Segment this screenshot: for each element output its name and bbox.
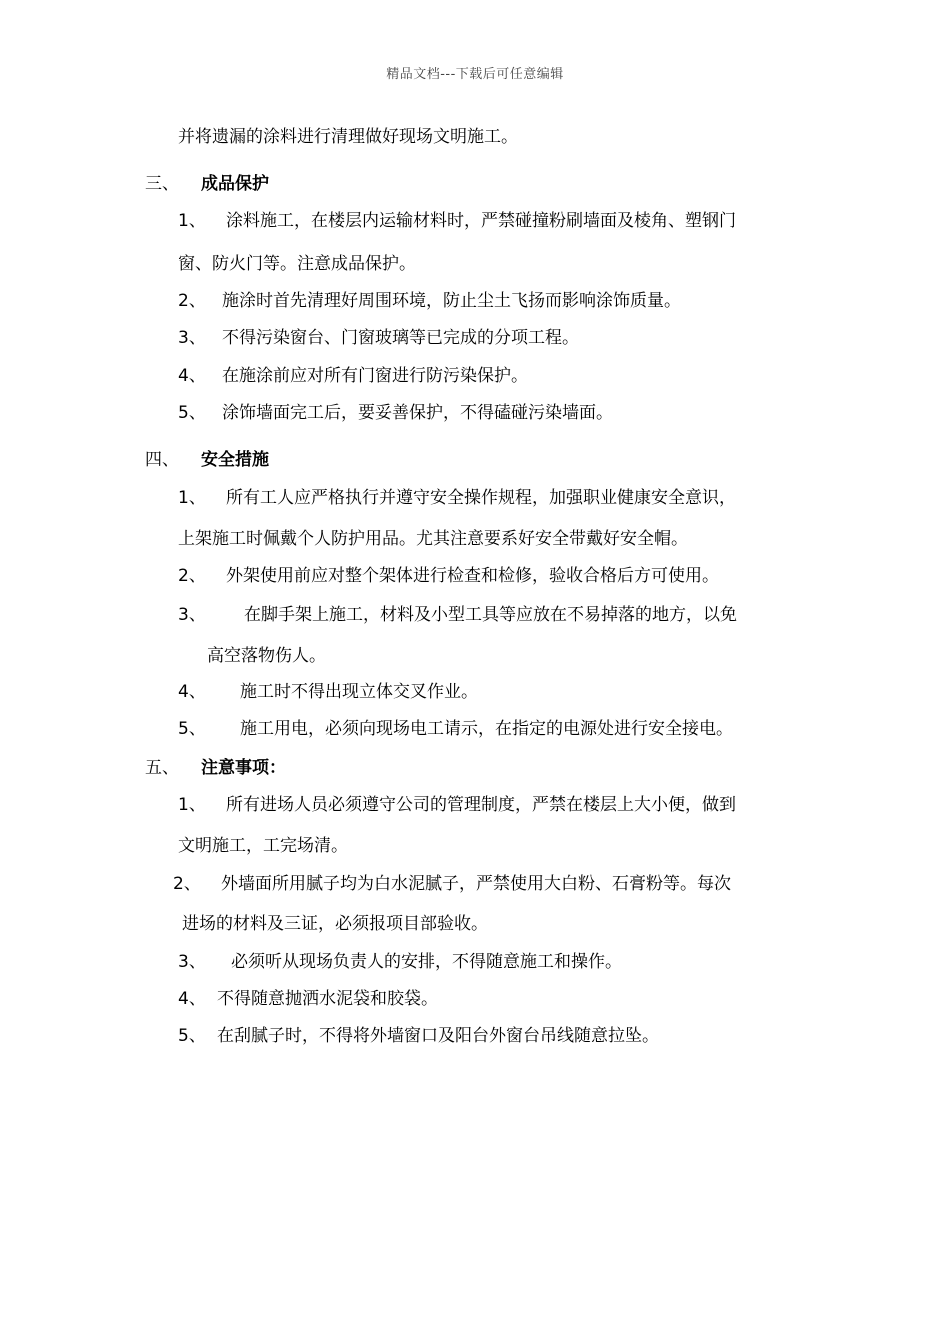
intro-text: 并将遗漏的涂料进行清理做好现场文明施工。 — [178, 127, 518, 147]
section-heading-4 — [145, 449, 269, 471]
list-item — [178, 1025, 659, 1047]
item-text: 不得污染窗台、门窗玻璃等已完成的分项工程。 — [222, 328, 579, 348]
page-header: 精品文档---下载后可任意编辑 — [386, 67, 564, 82]
item-number: 2、 — [178, 291, 206, 311]
item-number: 1、 — [178, 211, 206, 231]
list-item — [178, 210, 736, 232]
section-title: 安全措施 — [201, 450, 269, 470]
item-text-continued: 窗、防火门等。注意成品保护。 — [178, 254, 416, 274]
list-item — [178, 565, 719, 587]
list-item — [178, 681, 478, 703]
item-text-continued: 文明施工，工完场清。 — [178, 836, 348, 856]
item-text: 外架使用前应对整个架体进行检查和检修，验收合格后方可使用。 — [226, 566, 719, 586]
list-item — [178, 604, 737, 626]
item-text-continued: 进场的材料及三证，必须报项目部验收。 — [182, 914, 488, 934]
item-text: 在刮腻子时，不得将外墙窗口及阳台外窗台吊线随意拉坠。 — [217, 1026, 659, 1046]
list-item — [178, 402, 613, 424]
list-item — [178, 988, 438, 1010]
item-number: 5、 — [178, 719, 206, 739]
section-number: 三、 — [145, 174, 179, 194]
list-item — [178, 951, 622, 973]
list-item — [173, 873, 731, 895]
item-number: 5、 — [178, 1026, 206, 1046]
item-text: 在脚手架上施工，材料及小型工具等应放在不易掉落的地方，以免 — [244, 605, 737, 625]
item-text: 必须听从现场负责人的安排，不得随意施工和操作。 — [231, 952, 622, 972]
section-heading-3 — [145, 173, 269, 195]
section-number: 四、 — [145, 450, 179, 470]
list-item — [178, 718, 733, 740]
item-number: 4、 — [178, 682, 206, 702]
item-text: 施涂时首先清理好周围环境，防止尘土飞扬而影响涂饰质量。 — [222, 291, 681, 311]
item-text: 所有进场人员必须遵守公司的管理制度，严禁在楼层上大小便，做到 — [226, 795, 736, 815]
item-number: 2、 — [173, 874, 201, 894]
item-number: 4、 — [178, 366, 206, 386]
item-text: 施工时不得出现立体交叉作业。 — [240, 682, 478, 702]
item-text: 不得随意抛洒水泥袋和胶袋。 — [217, 989, 438, 1009]
list-item — [178, 794, 736, 816]
item-number: 2、 — [178, 566, 206, 586]
list-item — [178, 487, 736, 509]
item-text: 涂饰墙面完工后，要妥善保护，不得磕碰污染墙面。 — [222, 403, 613, 423]
section-number: 五、 — [145, 758, 179, 778]
item-text: 所有工人应严格执行并遵守安全操作规程，加强职业健康安全意识， — [226, 488, 736, 508]
list-item — [178, 290, 681, 312]
item-number: 5、 — [178, 403, 206, 423]
item-number: 1、 — [178, 488, 206, 508]
item-text: 在施涂前应对所有门窗进行防污染保护。 — [222, 366, 528, 386]
item-text: 施工用电，必须向现场电工请示，在指定的电源处进行安全接电。 — [240, 719, 733, 739]
section-title: 成品保护 — [201, 174, 269, 194]
item-text: 涂料施工，在楼层内运输材料时，严禁碰撞粉刷墙面及棱角、塑钢门 — [226, 211, 736, 231]
item-text-continued: 高空落物伤人。 — [207, 646, 326, 666]
item-number: 4、 — [178, 989, 206, 1009]
section-title: 注意事项： — [201, 758, 286, 778]
list-item — [178, 365, 528, 387]
item-number: 1、 — [178, 795, 206, 815]
item-text-continued: 上架施工时佩戴个人防护用品。尤其注意要系好安全带戴好安全帽。 — [178, 529, 688, 549]
item-number: 3、 — [178, 328, 206, 348]
item-number: 3、 — [178, 605, 206, 625]
section-heading-5 — [145, 757, 286, 779]
list-item — [178, 327, 579, 349]
item-text: 外墙面所用腻子均为白水泥腻子，严禁使用大白粉、石膏粉等。每次 — [221, 874, 731, 894]
item-number: 3、 — [178, 952, 206, 972]
